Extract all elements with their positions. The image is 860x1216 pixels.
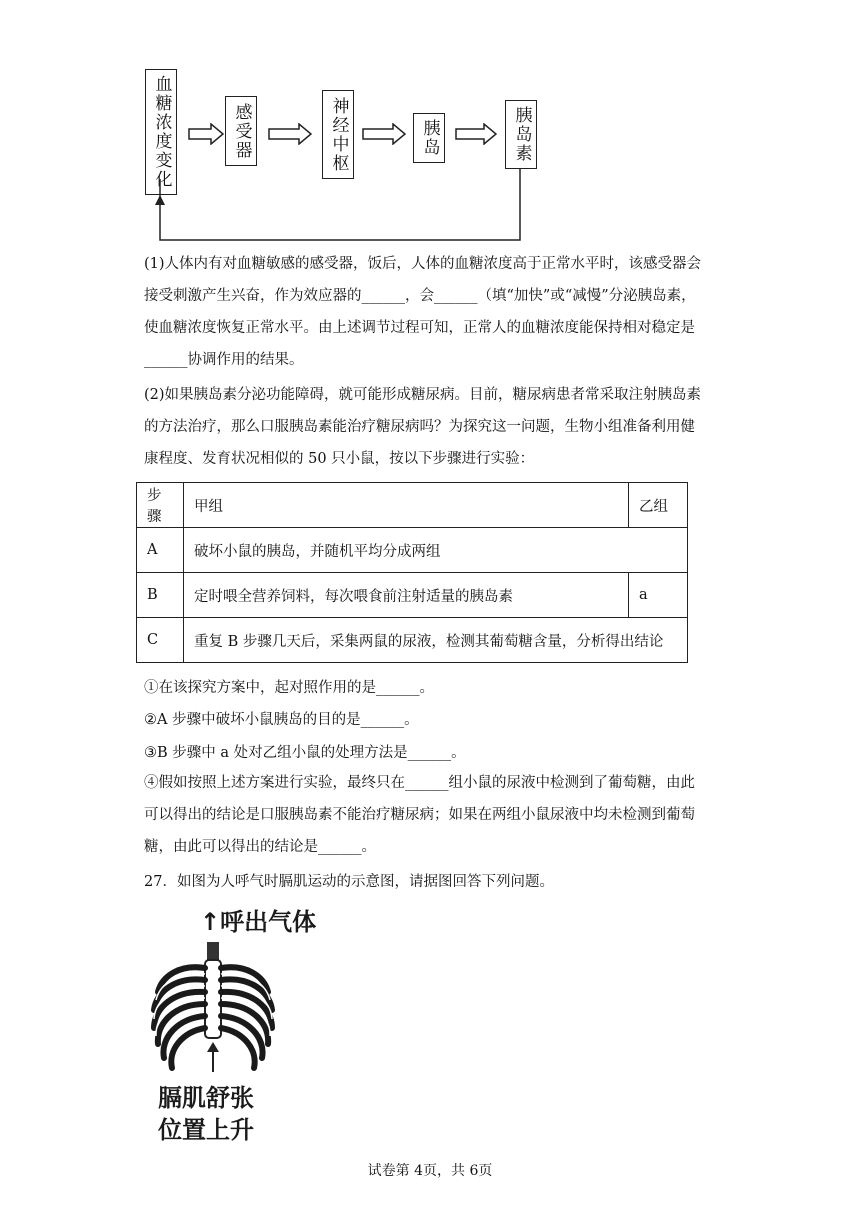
block-arrow-icon [362, 123, 406, 145]
box-label: 神经中枢 [328, 96, 349, 173]
subquestion-1: ①在该探究方案中，起对照作用的是______。 [144, 680, 434, 696]
group-b-cell: a [629, 573, 688, 618]
text-line: ④假如按照上述方案进行实验，最终只在______组小鼠的尿液中检测到了葡萄糖，由此 [144, 775, 695, 791]
box-nerve-center [322, 90, 354, 179]
header-cell: 乙组 [629, 483, 688, 528]
block-arrow-icon [455, 123, 497, 145]
page-footer: 试卷第 4页，共 6页 [367, 1163, 493, 1179]
header-cell: 步骤 [137, 483, 184, 528]
text-line: ______协调作用的结果。 [144, 352, 304, 368]
rib-cage-icon [150, 942, 280, 1077]
content-cell: 破坏小鼠的胰岛，并随机平均分成两组 [184, 528, 688, 573]
diaphragm-relax-label: 膈肌舒张 [158, 1084, 254, 1112]
table-row [137, 528, 688, 573]
table-header-row [137, 483, 688, 528]
box-label: 胰岛素 [511, 106, 532, 163]
exhale-label: ↑呼出气体 [200, 908, 317, 936]
text-line: 接受刺激产生兴奋，作为效应器的______，会______（填“加快”或“减慢”分泌胰岛素， [144, 288, 696, 304]
content-cell: 定时喂全营养饲料，每次喂食前注射适量的胰岛素 [184, 573, 629, 618]
table-row [137, 573, 688, 618]
subquestion-3: ③B 步骤中 a 处对乙组小鼠的处理方法是______。 [144, 745, 466, 761]
box-label: 血糖浓度变化 [151, 75, 172, 189]
experiment-table [136, 482, 688, 663]
text-line: (2)如果胰岛素分泌功能障碍，就可能形成糖尿病。目前，糖尿病患者常采取注射胰岛素 [144, 387, 702, 403]
subquestion-2: ②A 步骤中破坏小鼠胰岛的目的是______。 [144, 712, 419, 728]
step-cell: C [137, 618, 184, 663]
text-line: 糖，由此可以得出的结论是______。 [144, 839, 376, 855]
table-row [137, 618, 688, 663]
header-cell: 甲组 [184, 483, 629, 528]
box-islet [413, 113, 445, 163]
text-line: 可以得出的结论是口服胰岛素不能治疗糖尿病；如果在两组小鼠尿液中均未检测到葡萄 [144, 807, 695, 823]
box-label: 胰岛 [419, 119, 440, 157]
question-27: 27．如图为人呼气时膈肌运动的示意图，请据图回答下列问题。 [144, 874, 554, 890]
step-cell: A [137, 528, 184, 573]
position-rise-label: 位置上升 [158, 1116, 254, 1144]
text-line: (1)人体内有对血糖敏感的感受器，饭后，人体的血糖浓度高于正常水平时，该感受器会 [144, 256, 702, 272]
subquestion-4 [144, 767, 720, 863]
content-cell: 重复 B 步骤几天后，采集两鼠的尿液，检测其葡萄糖含量，分析得出结论 [184, 618, 688, 663]
text-line: 康程度、发育状况相似的 50 只小鼠，按以下步骤进行实验： [144, 451, 535, 467]
box-receptor [225, 96, 257, 166]
text-line: 的方法治疗，那么口服胰岛素能治疗糖尿病吗？为探究这一问题，生物小组准备利用健 [144, 419, 695, 435]
feedback-arrow [150, 167, 530, 245]
step-cell: B [137, 573, 184, 618]
question-1 [144, 248, 720, 376]
box-label: 感受器 [231, 102, 252, 160]
box-insulin [505, 100, 537, 169]
text-line: 使血糖浓度恢复正常水平。由上述调节过程可知，正常人的血糖浓度能保持相对稳定是 [144, 320, 695, 336]
block-arrow-icon [268, 123, 312, 145]
question-2 [144, 379, 720, 475]
block-arrow-icon [188, 123, 224, 145]
